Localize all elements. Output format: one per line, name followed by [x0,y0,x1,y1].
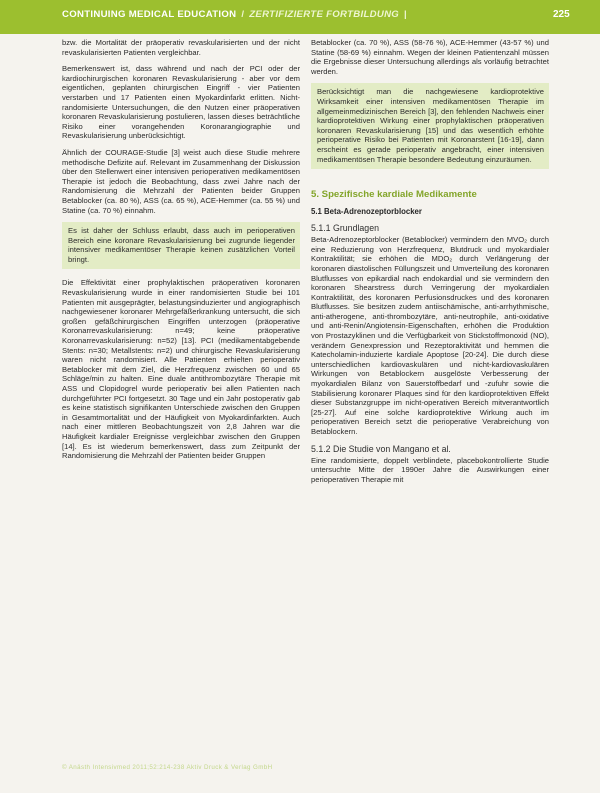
section-heading: 5. Spezifische kardiale Medikamente [311,189,477,201]
header-separator: / [241,9,245,20]
paragraph: Die Effektivität einer prophylaktischen präoperativen koronaren Revaskularisierung wurde in einer randomisierten Studie bei 101 Patienten mit ausgeprägter, belastungsinduzierter und angiographisch nachgewiesener koronarer Mehrgefäßerkrankung untersucht, die sich großen gefäßchirurgischen Eingriffen unterzogen (präoperative Koronarrevaskularisierung: n=49; keine präoperative Koronarrevaskularisierung: n=52) [13]. PCI (medikamentabgebende Stents: n=30; Metallstents: n=2) und chirurgische Revaskularisierung waren nicht randomisiert. Alle Patienten erhielten perioperativ Betablocker mit dem Ziel, die Herzfrequenz zwischen 60 und 65 Schläge/min zu halten. Eine duale antithrombozytäre Therapie mit ASS und Clopidogrel wurde perioperativ bei allen Patienten nach durchgeführter PCI fortgesetzt. 30 Tage und ein Jahr postoperativ gab es keine statistisch signifikanten Unterschiede zwischen den Gruppen in Gesamtmortalität und der Häufigkeit von Myokardinfarkten. Auch nach einer mittleren Beobachtungszeit von 2,8 Jahren war die Häufigkeit kardialer Ereignisse vergleichbar zwischen den Gruppen [14]. Es ist wiederum bemerkenswert, dass zum Zeitpunkt der Randomisierung die Mehrzahl der Patienten beider Gruppen [62,278,300,461]
paragraph: Bemerkenswert ist, dass während und nach der PCI oder der kardiochirurgischen koronaren Revaskularisierung - aber vor dem eigentlichen, geplanten chirurgischen Eingriff - vier Patienten verstarben und 17 Patienten einen Myokardinfarkt erlitten. Nicht-randomisierte Untersuchungen, die den Nutzen einer präoperativen koronaren Revaskularisierung postulieren, lassen dieses beträchtliche Risiko einer vorangehenden Koronarangiographie und Revaskularisierung unberücksichtigt. [62,64,300,141]
highlight-box [311,83,549,169]
page-number: 225 [553,9,570,20]
header-title-line [62,9,409,20]
left-column [62,38,300,468]
paragraph: Beta-Adrenozeptorblocker (Betablocker) vermindern den MVO₂ durch eine Reduzierung von Herzfrequenz, Blutdruck und myokardialer Kontraktilität; sie erhöhen die MDO₂ durch Verlängerung der koronaren diastolischen Füllungszeit und Umverteilung des koronaren Blutflusses von epikardial nach endokardial und sie vermindern den koronaren Shearstress durch Verringerung der myokardialen Kontraktilität, des koronaren Perfusionsdruckes und des koronaren Blutflusses. Sie besitzen zudem antiischämische, anti-arrhythmische, anti-atherogene, anti-thrombozytäre, anti-neutrophile, anti-oxidative und anti-Renin/Angiotensin-Eigenschaften, erhöhen die Produktion von Prostazyklinen und die Verfügbarkeit von Stickstoffmonoxid (NO), verändern Genexpression und Rezeptoraktivität und hemmen die Katecholamin-induzierte kardiale Apoptose [20-24]. Die durch diese unterschiedlichen kardiovaskulären und nicht-kardiovaskulären Wirkungen von Betablockern ausgelöste Verbesserung der myokardialen Bilanz von Sauerstoffbedarf und -zufuhr sowie die Stabilisierung koronarer Plaques sind für den kardioprotektiven Effekt dieser Substanzgruppe im nicht-operativen Bereich mitverantwortlich [25-27]. Auf eine solche kardioprotektive Wirkung auch im perioperativen Bereich setzt die perioperative Verabreichung von Betablockern. [311,235,549,436]
subsection-heading: 5.1 Beta-Adrenozeptorblocker [311,207,422,217]
subsubsection-heading: 5.1.2 Die Studie von Mangano et al. [311,443,451,454]
highlight-text: Es ist daher der Schluss erlaubt, dass auch im perioperativen Bereich eine koronare Revaskularisierung bei zugrunde liegender intensiver medikamentöser Therapie keinen zusätzlichen Vorteil bringt. [68,226,295,264]
highlight-text: Berücksichtigt man die nachgewiesene kardioprotektive Wirksamkeit einer intensiven medikamentösen Therapie im allgemeinmedizinischen Bereich [3], den fehlenden Nachweis einer kardioprotektiven Wirkung einer prophylaktischen präoperativen koronaren Revaskularisierung [15] und das wesentlich erhöhte perioperative Risiko bei Patienten mit Koronarstent [16-19], dann erscheint es gerade perioperativ angebracht, einer intensiven medikamentösen Therapie besondere Bedeutung einzuräumen. [317,87,544,164]
paragraph: Betablocker (ca. 70 %), ASS (58-76 %), ACE-Hemmer (43-57 %) und Statine (58-69 %) einnahm. Wegen der kleinen Patientenzahl müssen die Ergebnisse dieser Untersuchung allerdings als vorläufig betrachtet werden. [311,38,549,76]
right-column [311,38,549,491]
header-page-separator: | [404,9,408,20]
paragraph: Ähnlich der COURAGE-Studie [3] weist auch diese Studie mehrere methodische Defizite auf. Relevant im Zusammenhang der Diskussion über den Stellenwert einer intensiven perioperativen medikamentösen Therapie ist jedoch die Beobachtung, dass zwei Jahre nach der Randomisierung die Mehrzahl der Patienten beider Gruppen Betablocker (ca. 80 %), ASS (ca. 65 %), ACE-Hemmer (ca. 55 %) und Statine (ca. 70 %) einnahm. [62,147,300,215]
highlight-box [62,222,300,269]
header-subtitle: ZERTIFIZIERTE FORTBILDUNG [249,9,400,20]
paragraph: bzw. die Mortalität der präoperativ revaskularisierten und der nicht revaskularisierten Patienten vergleichbar. [62,38,300,57]
header-title: CONTINUING MEDICAL EDUCATION [62,9,237,20]
subsubsection-heading: 5.1.1 Grundlagen [311,223,379,234]
page-header [0,0,600,34]
paragraph: Eine randomisierte, doppelt verblindete, placebokontrollierte Studie untersuchte Mitte der 1990er Jahre die Auswirkungen einer perioperativen Therapie mit [311,455,549,484]
page-footer: © Anästh Intensivmed 2011;52:214-238 Aktiv Druck & Verlag GmbH [62,764,273,771]
